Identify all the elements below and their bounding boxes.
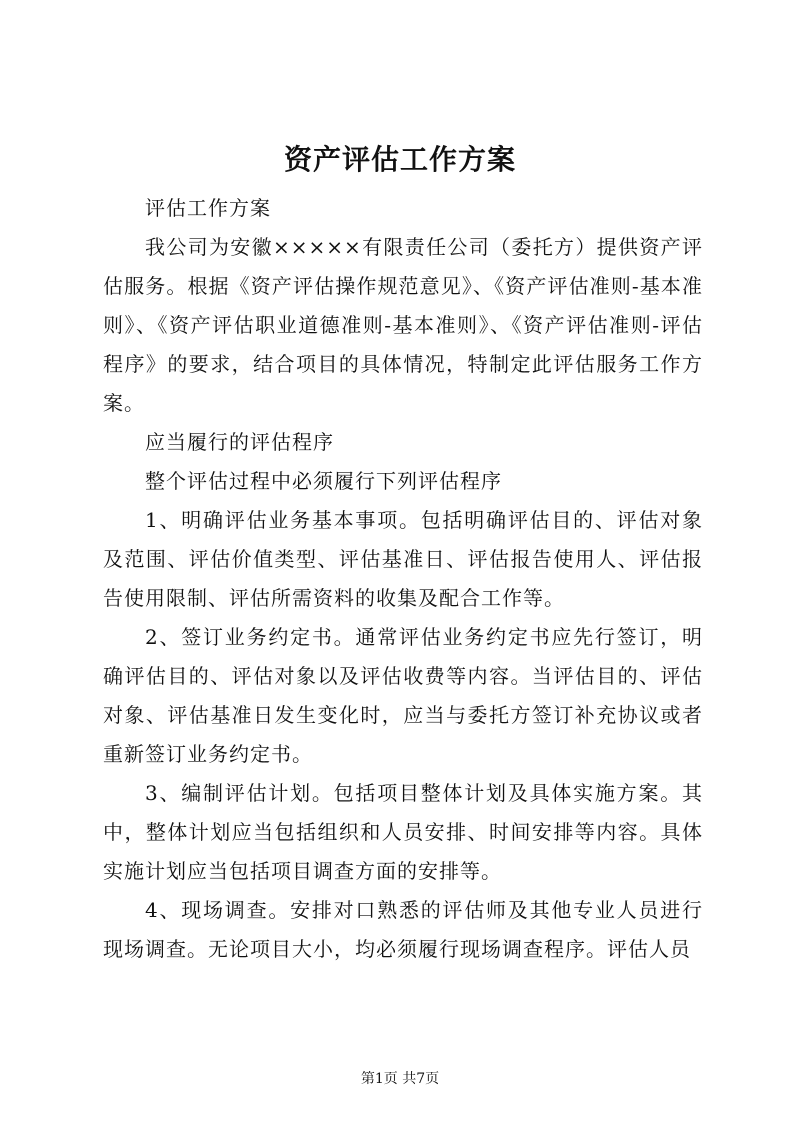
paragraph-intro: 我公司为安徽×××××有限责任公司（委托方）提供资产评估服务。根据《资产评估操作规范意见》、《资产评估准则-基本准则》、《资产评估职业道德准则-基本准则》、《资产评估准则-评估程序》的要求，结合项目的具体情况，特制定此评估服务工作方案。 (103, 235, 703, 415)
paragraph-heading-procedures: 应当履行的评估程序 (145, 430, 334, 454)
page-footer: 第1页 共7页 (360, 1071, 440, 1087)
document-body (103, 188, 703, 969)
paragraph-item-3: 3、编制评估计划。包括项目整体计划及具体实施方案。其中，整体计划应当包括组织和人员安排、时间安排等内容。具体实施计划应当包括项目调查方面的安排等。 (103, 781, 703, 883)
paragraph-heading-plan: 评估工作方案 (145, 196, 271, 220)
paragraph-item-1: 1、明确评估业务基本事项。包括明确评估目的、评估对象及范围、评估价值类型、评估基准日、评估报告使用人、评估报告使用限制、评估所需资料的收集及配合工作等。 (103, 508, 703, 610)
document-title: 资产评估工作方案 (283, 143, 516, 176)
paragraph-item-4: 4、现场调查。安排对口熟悉的评估师及其他专业人员进行现场调查。无论项目大小，均必须履行现场调查程序。评估人员 (103, 898, 703, 961)
paragraph-item-2: 2、签订业务约定书。通常评估业务约定书应先行签订，明确评估目的、评估对象以及评估收费等内容。当评估目的、评估对象、评估基准日发生变化时，应当与委托方签订补充协议或者重新签订业务约定书。 (103, 625, 703, 766)
paragraph-procedures-lead: 整个评估过程中必须履行下列评估程序 (145, 469, 502, 493)
